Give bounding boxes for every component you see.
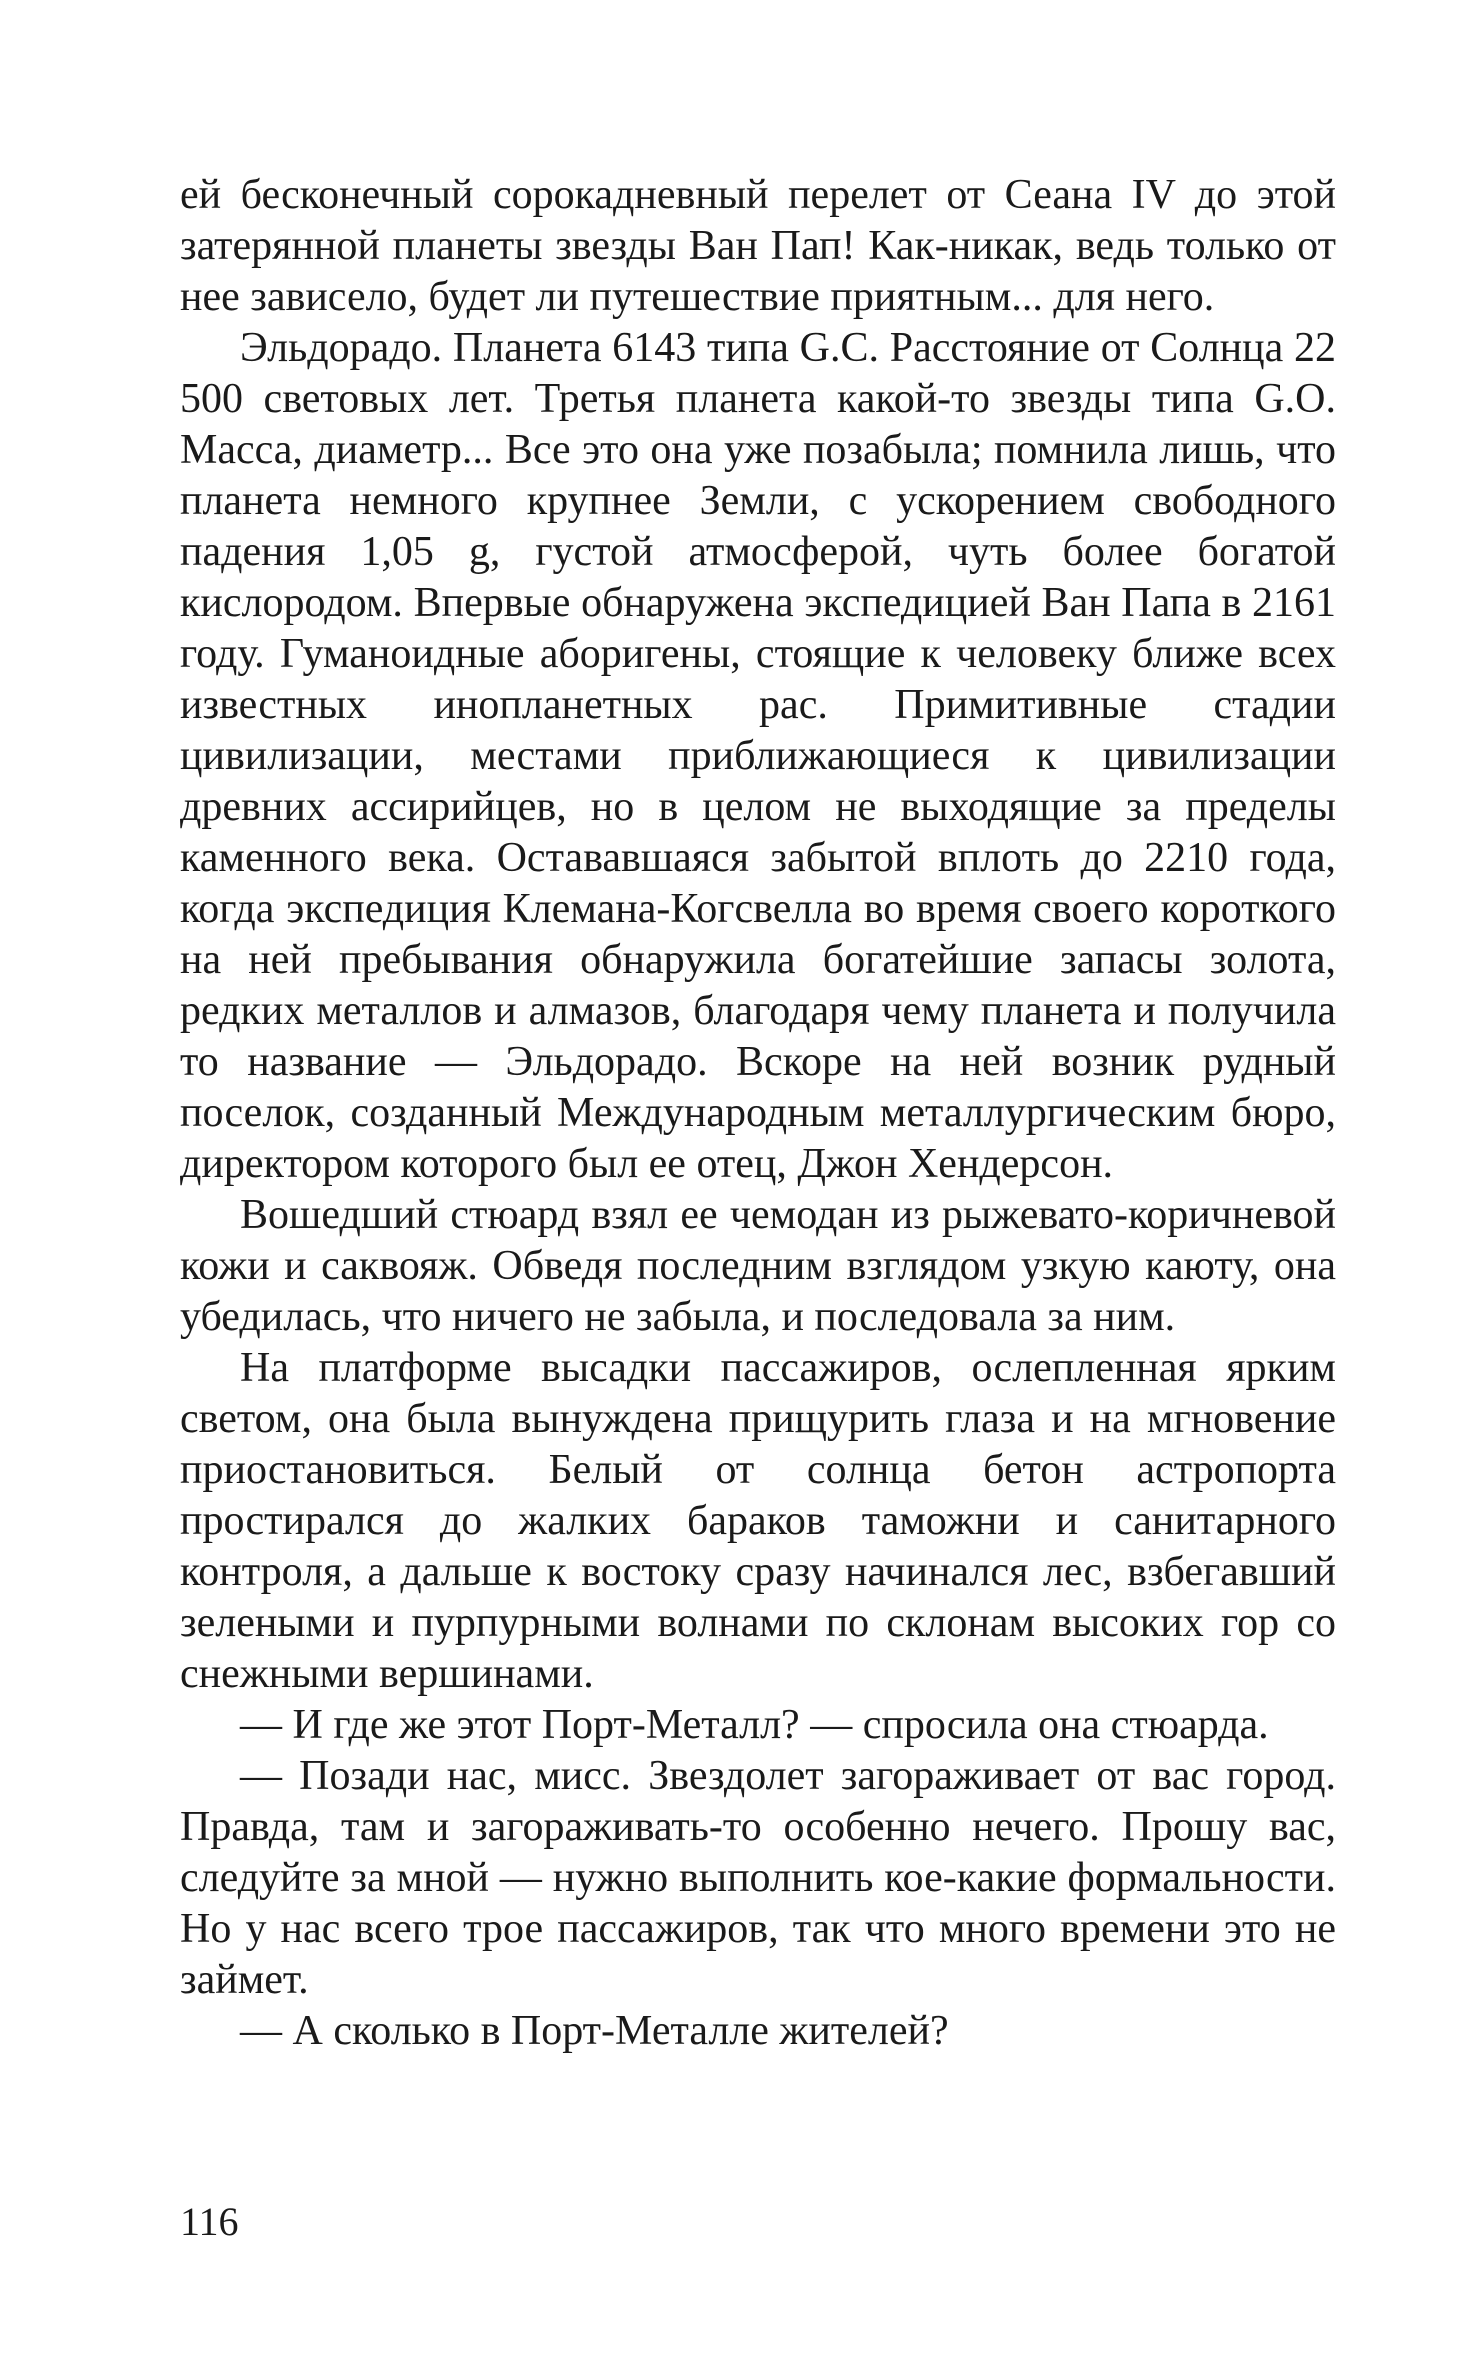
paragraph-7: — А сколько в Порт-Металле жителей? [240,2008,949,2054]
paragraph-1: ей бесконечный сорокадневный перелет от Сеана IV до этой затерянной планеты звезды Ван Пап! Как-никак, ведь только от нее зависело, будет ли путешествие приятным... для него. [180,172,1336,320]
paragraph-5: — И где же этот Порт-Металл? — спросила она стюарда. [240,1702,1269,1748]
page-number: 116 [180,2199,239,2244]
page-body [180,170,1336,2057]
paragraph-3: Вошедший стюард взял ее чемодан из рыжевато-коричневой кожи и саквояж. Обведя последним взглядом узкую каюту, она убедилась, что ничего не забыла, и последовала за ним. [180,1192,1336,1340]
paragraph-4: На платформе высадки пассажиров, ослепленная ярким светом, она была вынуждена прищурить глаза и на мгновение приостановиться. Белый от солнца бетон астропорта простирался до жалких бараков таможни и санитарного контроля, а дальше к востоку сразу начинался лес, взбегавший зелеными и пурпурными волнами по склонам высоких гор со снежными вершинами. [180,1345,1336,1697]
paragraph-6: — Позади нас, мисс. Звездолет загораживает от вас город. Правда, там и загораживать-то особенно нечего. Прошу вас, следуйте за мной — нужно выполнить кое-какие формальности. Но у нас всего трое пассажиров, так что много времени это не займет. [180,1753,1336,2003]
paragraph-2: Эльдорадо. Планета 6143 типа G.C. Расстояние от Солнца 22 500 световых лет. Третья планета какой-то звезды типа G.O. Масса, диаметр... Все это она уже позабыла; помнила лишь, что планета немного крупнее Земли, с ускорением свободного падения 1,05 g, густой атмосферой, чуть более богатой кислородом. Впервые обнаружена экспедицией Ван Папа в 2161 году. Гуманоидные аборигены, стоящие к человеку ближе всех известных инопланетных рас. Примитивные стадии цивилизации, местами приближающиеся к цивилизации древних ассирийцев, но в целом не выходящие за пределы каменного века. Остававшаяся забытой вплоть до 2210 года, когда экспедиция Клемана-Когсвелла во время своего короткого на ней пребывания обнаружила богатейшие запасы золота, редких металлов и алмазов, благодаря чему планета и получила то название — Эльдорадо. Вскоре на ней возник рудный поселок, созданный Международным металлургическим бюро, директором которого был ее отец, Джон Хендерсон. [180,325,1336,1187]
